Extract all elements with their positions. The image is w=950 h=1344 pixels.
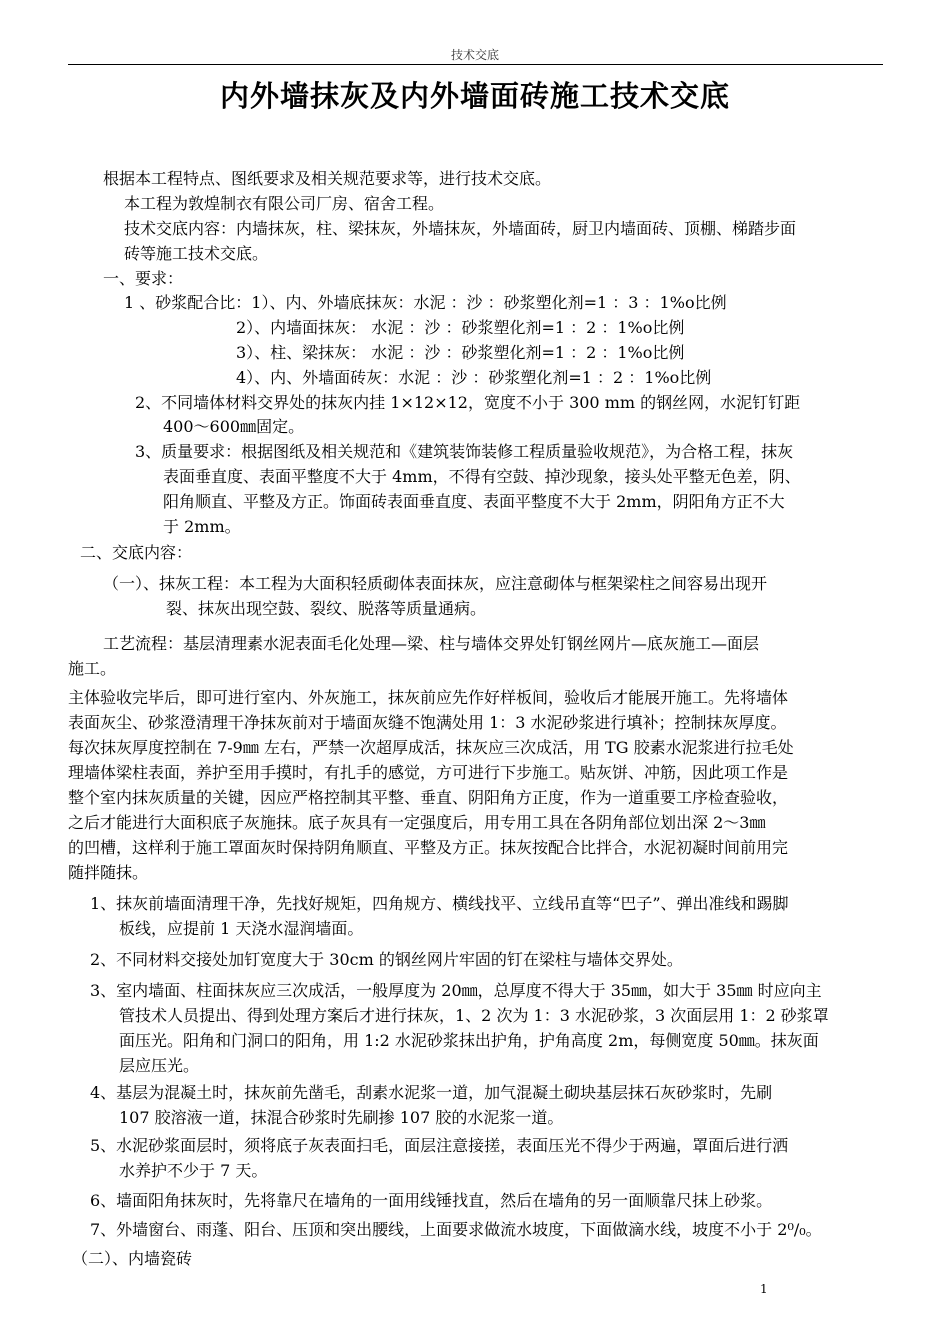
body-paragraph-line: 之后才能进行大面积底子灰施抹。底子灰具有一定强度后，用专用工具在各阴角部位划出深 2～3㎜ (68, 813, 766, 832)
mix-ratio-line: 1 、砂浆配合比：1）、内、外墙底抹灰：水泥 ：沙 ：砂浆塑化剂=1 ：3 ：1%o比例 (124, 293, 727, 312)
requirement-line: 阳角顺直、平整及方正。饰面砖表面垂直度、表面平整度不大于 2mm，阴阳角方正不大 (163, 492, 785, 511)
list-item-line: 107 胶溶液一道，抹混合砂浆时先刷掺 107 胶的水泥浆一道。 (119, 1108, 564, 1127)
requirement-line: 2、不同墙体材料交界处的抹灰内挂 1×12×12，宽度不小于 300 mm 的钢丝网，水泥钉钉距 (135, 393, 801, 412)
intro-line: 本工程为敦煌制衣有限公司厂房、宿舍工程。 (124, 194, 445, 213)
list-item-line: 1、抹灰前墙面清理干净，先找好规矩，四角规方、横线找平、立线吊直等“巴子”、弹出准线和踢脚 (90, 894, 789, 913)
section-heading: 一、要求： (103, 269, 184, 288)
subsection-line: （一）、抹灰工程：本工程为大面积轻质砌体表面抹灰，应注意砌体与框架梁柱之间容易出现开 (103, 574, 768, 593)
list-item-line: 3、室内墙面、柱面抹灰应三次成活，一般厚度为 20㎜，总厚度不得大于 35㎜，如大于 35㎜ 时应向主 (90, 981, 822, 1000)
page-number: 1 (760, 1282, 768, 1296)
body-paragraph-line: 主体验收完毕后，即可进行室内、外灰施工，抹灰前应先作好样板间，验收后才能展开施工。先将墙体 (68, 688, 789, 707)
body-paragraph-line: 每次抹灰厚度控制在 7-9㎜ 左右，严禁一次超厚成活，抹灰应三次成活，用 TG 胶素水泥浆进行拉毛处 (68, 738, 794, 757)
list-item-line: 板线，应提前 1 天浇水湿润墙面。 (119, 919, 364, 938)
list-item-line: 面压光。阳角和门洞口的阳角，用 1:2 水泥砂浆抹出护角，护角高度 2m，每侧宽度 50㎜。抹灰面 (119, 1031, 819, 1050)
body-paragraph-line: 理墙体梁柱表面，养护至用手摸时，有扎手的感觉，方可进行下步施工。贴灰饼、冲筋，因此项工作是 (68, 763, 789, 782)
list-item-line: 7、外墙窗台、雨蓬、阳台、压顶和突出腰线，上面要求做流水坡度，下面做滴水线，坡度不小于 2⁰/₀。 (90, 1220, 822, 1239)
intro-line: 根据本工程特点、图纸要求及相关规范要求等，进行技术交底。 (103, 169, 552, 188)
mix-ratio-line: 3）、柱、梁抹灰： 水泥 ：沙 ：砂浆塑化剂=1 ：2 ：1%o比例 (236, 343, 685, 362)
section-heading: 二、交底内容： (80, 543, 193, 562)
body-paragraph-line: 随拌随抹。 (68, 863, 149, 882)
process-flow-line: 施工。 (68, 659, 117, 678)
header-rule (68, 64, 883, 65)
requirement-line: 于 2mm。 (163, 517, 241, 536)
intro-line: 砖等施工技术交底。 (124, 244, 269, 263)
requirement-line: 3、质量要求：根据图纸及相关规范和《建筑装饰装修工程质量验收规范》，为合格工程，抹灰 (135, 442, 794, 461)
list-item-line: 4、基层为混凝土时，抹灰前先凿毛，刮素水泥浆一道，加气混凝土砌块基层抹石灰砂浆时，先刷 (90, 1083, 773, 1102)
intro-line: 技术交底内容：内墙抹灰，柱、梁抹灰，外墙抹灰，外墙面砖，厨卫内墙面砖、顶棚、梯踏步面 (124, 219, 797, 238)
body-paragraph-line: 整个室内抹灰质量的关键，因应严格控制其平整、垂直、阴阳角方正度，作为一道重要工序检查验收， (68, 788, 789, 807)
subsection-line: 裂、抹灰出现空鼓、裂纹、脱落等质量通病。 (166, 599, 487, 618)
process-flow-line: 工艺流程：基层清理素水泥表面毛化处理—梁、柱与墙体交界处钉钢丝网片—底灰施工—面层 (103, 634, 760, 653)
document-title: 内外墙抹灰及内外墙面砖施工技术交底 (219, 79, 730, 113)
list-item-line: 层应压光。 (119, 1056, 200, 1075)
list-item-line: 5、水泥砂浆面层时，须将底子灰表面扫毛，面层注意接搓，表面压光不得少于两遍，罩面后进行洒 (90, 1136, 789, 1155)
list-item-line: 2、不同材料交接处加钉宽度大于 30cm 的钢丝网片牢固的钉在梁柱与墙体交界处。 (90, 950, 683, 969)
body-paragraph-line: 表面灰尘、砂浆澄清理干净抹灰前对于墙面灰缝不饱满处用 1：3 水泥砂浆进行填补；控制抹灰厚度。 (68, 713, 787, 732)
running-header: 技术交底 (450, 48, 499, 62)
mix-ratio-line: 4）、内、外墙面砖灰：水泥 ：沙 ：砂浆塑化剂=1 ：2 ：1%o比例 (236, 368, 712, 387)
body-paragraph-line: 的凹槽，这样利于施工罩面灰时保持阴角顺直、平整及方正。抹灰按配合比拌合，水泥初凝时间前用完 (68, 838, 789, 857)
subsection-heading: （二）、内墙瓷砖 (72, 1249, 193, 1268)
list-item-line: 管技术人员提出、得到处理方案后才进行抹灰，1、2 次为 1：3 水泥砂浆，3 次面层用 1：2 砂浆罩 (119, 1006, 829, 1025)
list-item-line: 水养护不少于 7 天。 (119, 1161, 268, 1180)
requirement-line: 表面垂直度、表面平整度不大于 4mm，不得有空鼓、掉沙现象，接头处平整无色差，阴、 (163, 467, 801, 486)
list-item-line: 6、墙面阳角抹灰时，先将靠尺在墙角的一面用线锤找直，然后在墙角的另一面顺靠尺抹上砂浆。 (90, 1191, 773, 1210)
requirement-line: 400～600㎜固定。 (163, 417, 305, 436)
mix-ratio-line: 2）、内墙面抹灰： 水泥 ：沙 ：砂浆塑化剂=1 ：2 ：1%o比例 (236, 318, 685, 337)
